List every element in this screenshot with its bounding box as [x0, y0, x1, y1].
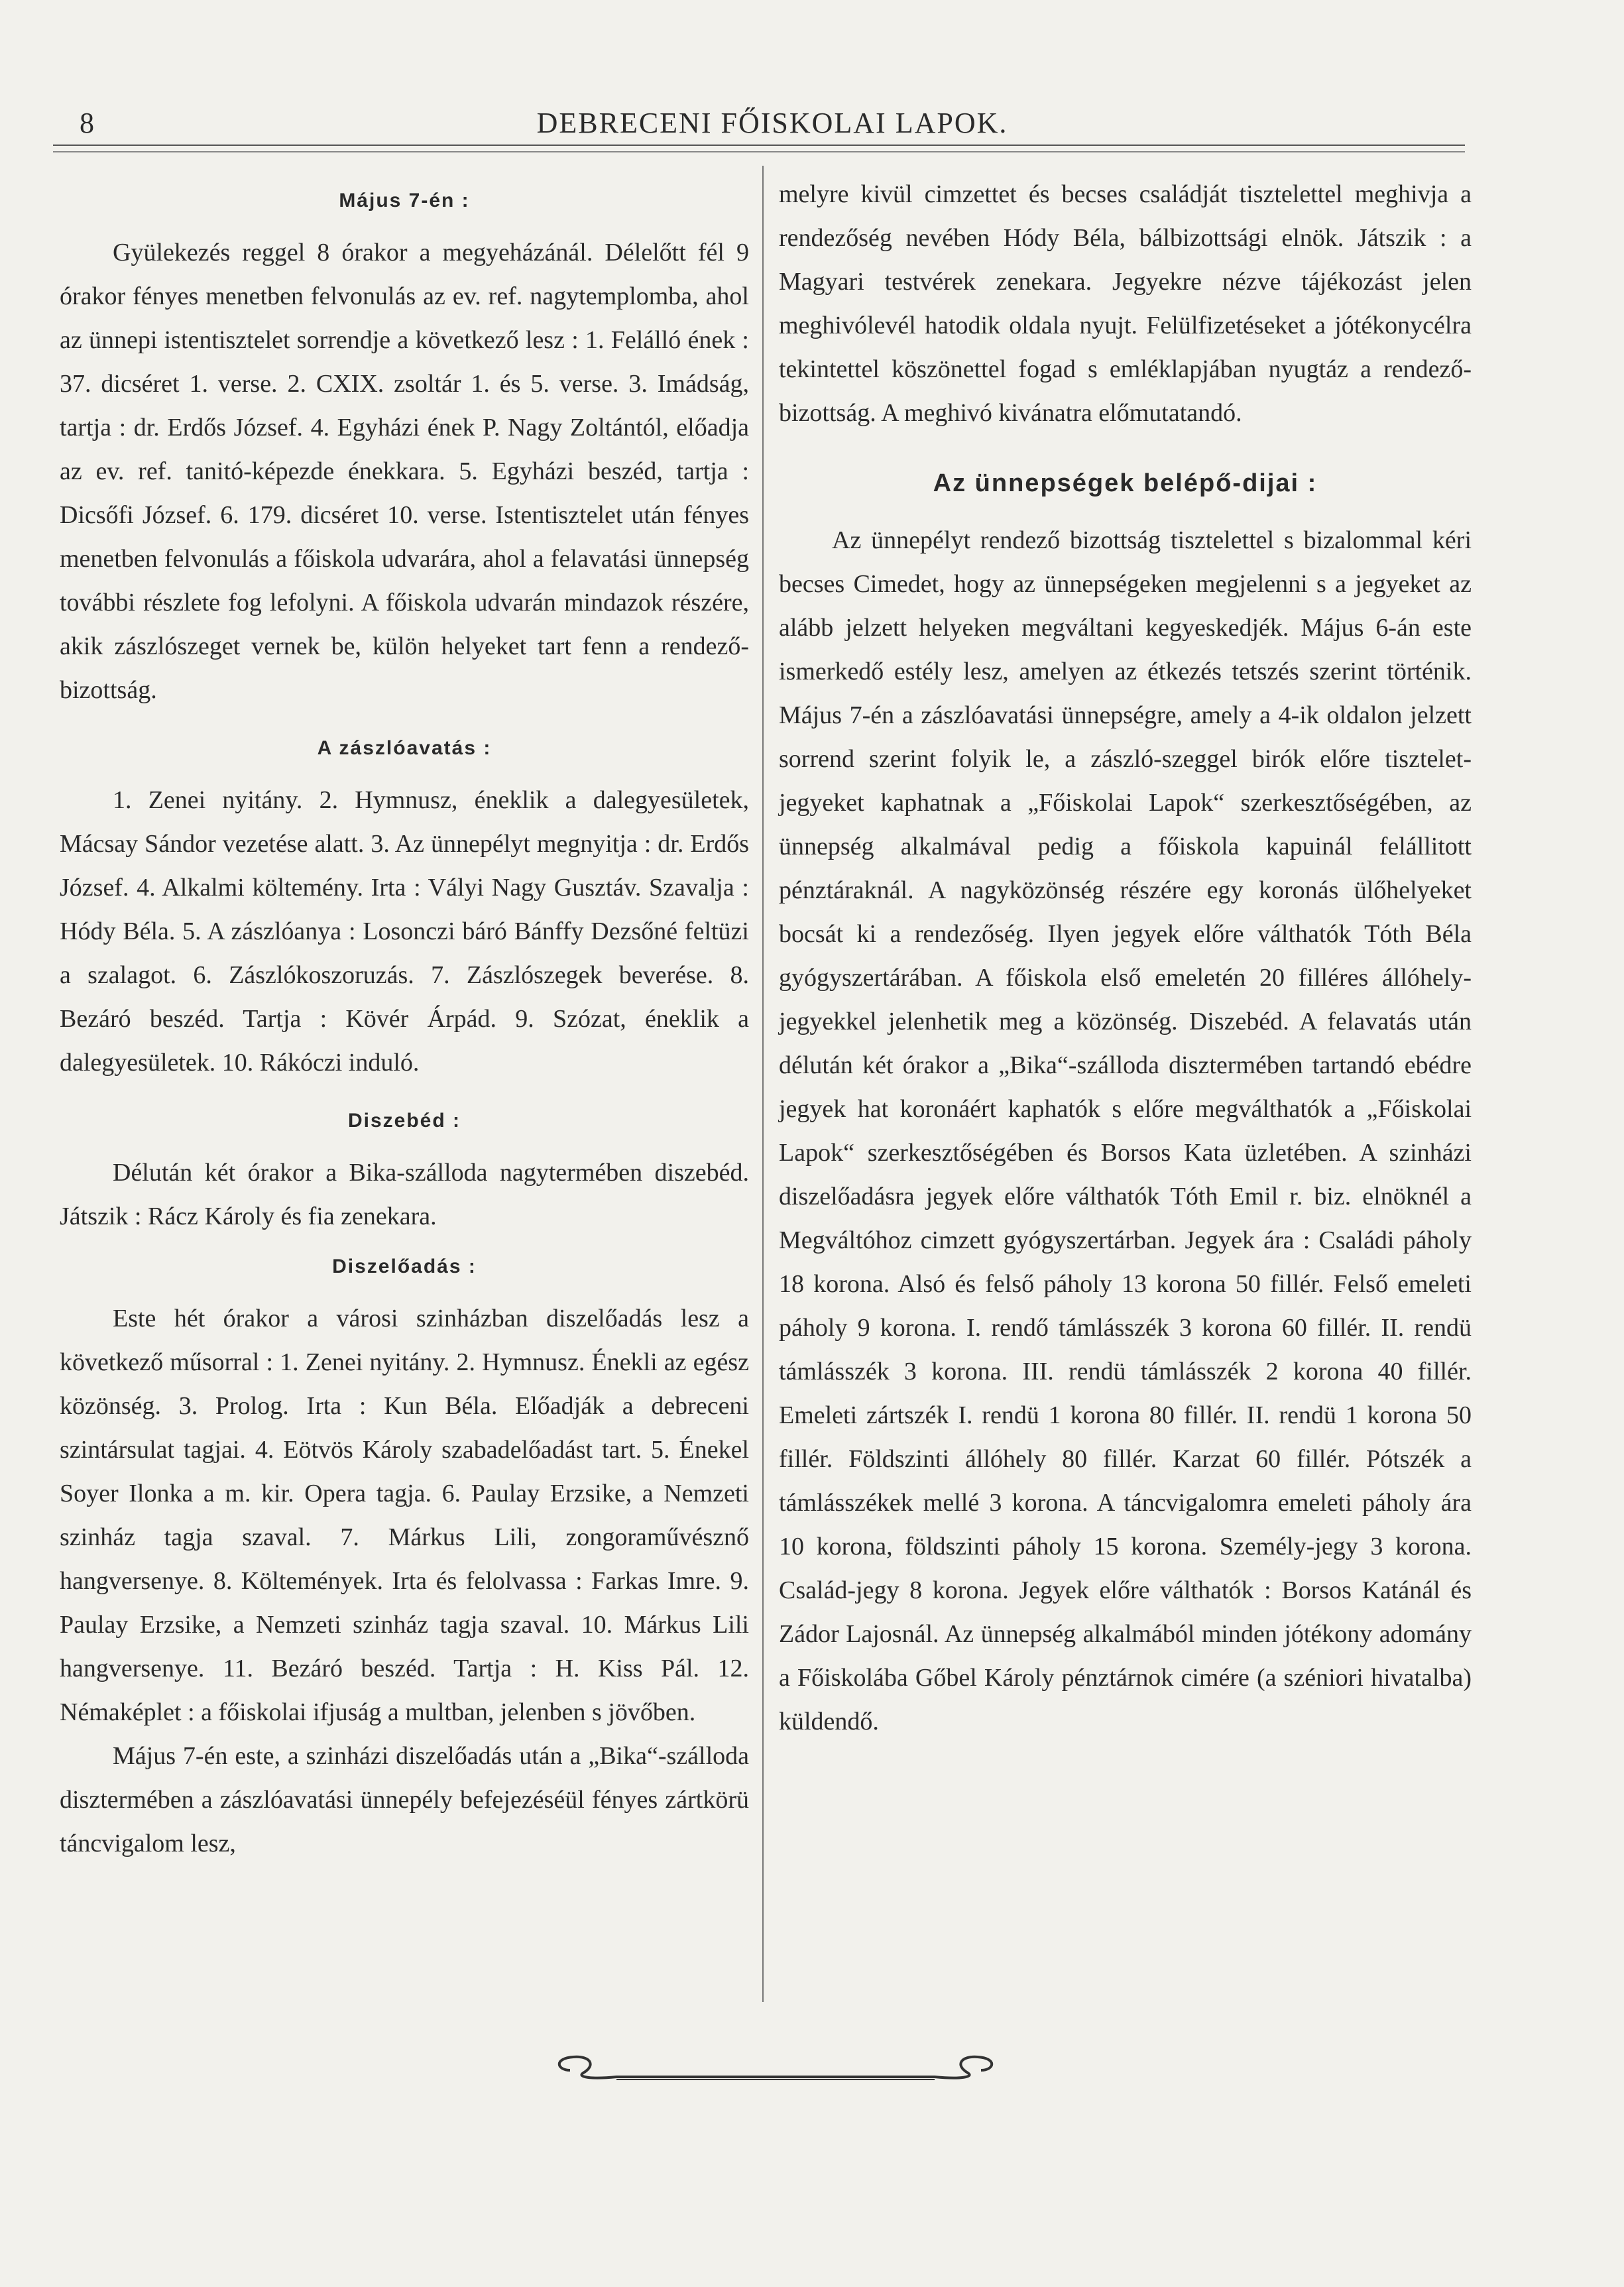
left-column [60, 172, 749, 1865]
section-heading-majus-7: Május 7-én : [339, 190, 470, 211]
paragraph-gyulekezes: Gyülekezés reggel 8 órakor a megyeházánál. Délelőtt fél 9 órakor fényes menetben felvonulás az ev. ref. nagytemplomba, ahol az ünnepi istentisztelet sorrendje a következő lesz : 1. Felálló ének : 37. dicséret 1. verse. 2. CXIX. zsoltár 1. és 5. verse. 3. Imádság, tartja : dr. Erdős József. 4. Egyházi ének P. Nagy Zoltántól, előadja az ev. ref. tanitó-képezde énekkara. 5. Egyházi beszéd, tartja : Dicsőfi József. 6. 179. dicséret 10. verse. Istentisztelet után fényes menetben felvonulás a főiskola udvarára, ahol a felavatási ünnepség további részlete fog lefolyni. A főiskola udvarán mindazok részére, akik zászlószeget vernek be, külön helyeket tart fenn a rendező-bizottság. [60, 239, 749, 704]
column-divider [762, 166, 764, 2002]
paragraph-diszebed: Délután két órakor a Bika-szálloda nagytermében diszebéd. Játszik : Rácz Károly és fia zenekara. [60, 1159, 749, 1230]
header-rule [53, 145, 1465, 146]
section-heading-zaszloavatas: A zászlóavatás : [317, 737, 492, 759]
paragraph-zaszloavatas: 1. Zenei nyitány. 2. Hymnusz, éneklik a dalegyesületek, Mácsay Sándor vezetése alatt. 3. Az ünnepélyt megnyitja : dr. Erdős József. 4. Alkalmi költemény. Irta : Vályi Nagy Gusztáv. Szavalja : Hódy Béla. 5. A zászlóanya : Losonczi báró Bánffy Dezsőné feltüzi a szalagot. 6. Zászlókoszoruzás. 7. Zászlószegek beverése. 8. Bezáró beszéd. Tartja : Kövér Árpád. 9. Szózat, éneklik a dalegyesületek. 10. Rákóczi induló. [60, 786, 749, 1077]
paragraph-tancvigalom: Május 7-én este, a szinházi diszelőadás után a „Bika“-szálloda disztermében a zászlóavatási ünnepély befejezéséül fényes zártkörü táncvigalom lesz, [60, 1742, 749, 1857]
paragraph-diszeloadas: Este hét órakor a városi szinházban diszelőadás lesz a következő műsorral : 1. Zenei nyitány. 2. Hymnusz. Énekli az egész közönség. 3. Prolog. Irta : Kun Béla. Előadják a debreceni szintársulat tagjai. 4. Eötvös Károly szabadelőadást tart. 5. Énekel Soyer Ilonka a m. kir. Opera tagja. 6. Paulay Erzsike, a Nemzeti szinház tagja szaval. 7. Márkus Lili, zongoraművésznő hangversenye. 8. Költemények. Irta és felolvassa : Farkas Imre. 9. Paulay Erzsike, a Nemzeti szinház tagja szaval. 10. Márkus Lili hangversenye. 11. Bezáró beszéd. Tartja : H. Kiss Pál. 12. Némaképlet : a főiskolai ifjuság a multban, jelenben s jövőben. [60, 1305, 749, 1726]
page-number: 8 [80, 107, 94, 139]
header-rule-double [53, 151, 1465, 152]
paragraph-belepo-dijai: Az ünnepélyt rendező bizottság tisztelettel s bizalommal kéri becses Cimedet, hogy az ünnepségeken megjelenni s a jegyeket az alább jelzett helyeken megváltani kegyeskedjék. Május 6-án este ismerkedő estély lesz, amelyen az étkezés tetszés szerint történik. Május 7-én a zászlóavatási ünnepségre, amely a 4-ik oldalon jelzett sorrend szerint folyik le, a zászló-szeggel birók előre tisztelet-jegyeket kaphatnak a „Főiskolai Lapok“ szerkesztőségében, az ünnepség alkalmával pedig a főiskola kapuinál felállitott pénztáraknál. A nagyközönség részére egy koronás ülőhelyeket bocsát ki a rendezőség. Ilyen jegyek előre válthatók Tóth Béla gyógyszertárában. A főiskola első emeletén 20 filléres állóhely-jegyekkel jelenhetik meg a közönség. Diszebéd. A felavatás után délután két órakor a „Bika“-szálloda disztermében tartandó ebédre jegyek hat koronáért kaphatók s előre megválthatók a „Főiskolai Lapok“ szerkesztőségében és Borsos Kata üzletében. A szinházi diszelőadásra jegyek előre válthatók Tóth Emil r. biz. elnöknél a Megváltóhoz cimzett gyógyszertárban. Jegyek ára : Családi páholy 18 korona. Alsó és felső páholy 13 korona 50 fillér. Felső emeleti páholy 9 korona. I. rendő támlásszék 3 korona 60 fillér. II. rendü támlásszék 3 korona. III. rendü támlásszék 2 korona 40 fillér. Emeleti zártszék I. rendü 1 korona 80 fillér. II. rendü 1 korona 50 fillér. Földszinti állóhely 80 fillér. Karzat 60 fillér. Pótszék a támlásszékek mellé 3 korona. A táncvigalomra emeleti páholy ára 10 korona, földszinti páholy 15 korona. Személy-jegy 3 korona. Család-jegy 8 korona. Jegyek előre válthatók : Borsos Katánál és Zádor Lajosnál. Az ünnepség alkalmából minden jótékony adomány a Főiskolába Gőbel Károly pénztárnok cimére (a széniori hivatalba) küldendő. [779, 526, 1472, 1735]
section-heading-belepo-dijai: Az ünnepségek belépő-dijai : [933, 469, 1318, 497]
paragraph-meghivo: melyre kivül cimzettet és becses családját tisztelettel meghivja a rendezőség nevében Hódy Béla, bálbizottsági elnök. Játszik : a Magyari testvérek zenekara. Jegyekre nézve tájékozást jelen meghivólevél hatodik oldala nyujt. Felülfizetéseket a jótékonycélra tekintettel köszönettel fogad s emléklapjában nyugtáz a rendező-bizottság. A meghivó kivánatra előmutatandó. [779, 180, 1472, 427]
ornament-divider [544, 2045, 1008, 2091]
section-heading-diszeloadas: Diszelőadás : [332, 1256, 477, 1277]
right-column [779, 172, 1472, 1743]
section-heading-diszebed: Diszebéd : [347, 1110, 461, 1132]
running-title: DEBRECENI FŐISKOLAI LAPOK. [536, 107, 1008, 139]
